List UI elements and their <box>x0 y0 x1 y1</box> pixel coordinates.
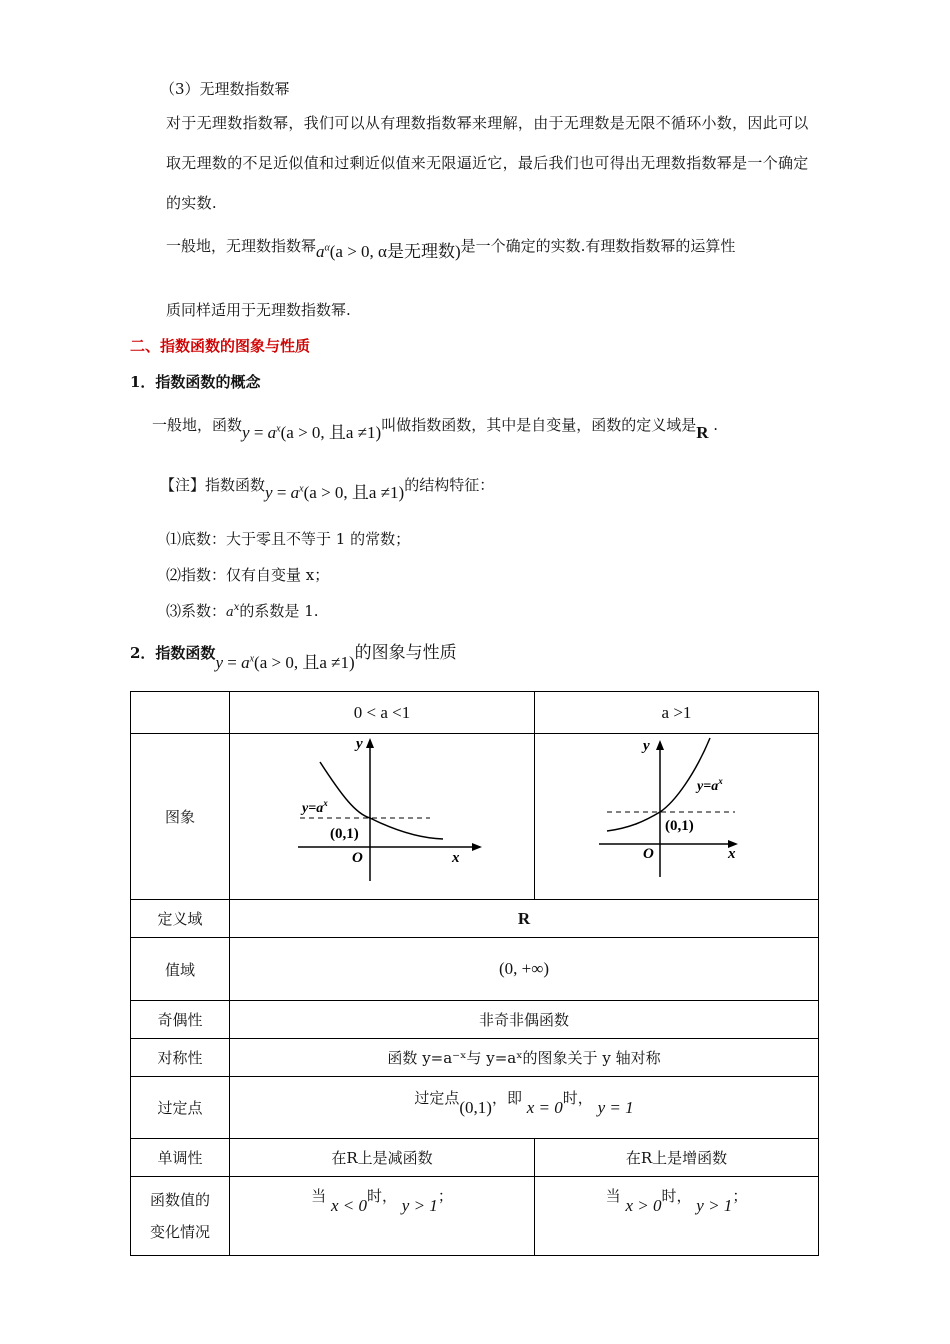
irrational-power: $a^\alpha(a > 0$, α是无理数) <box>316 242 461 261</box>
row-label-change: 函数值的 变化情况 <box>131 1177 230 1256</box>
increasing-graph-svg <box>535 734 818 895</box>
range-value: (0, +∞) <box>230 938 819 1001</box>
x-label: x <box>452 850 460 866</box>
col-header-increasing: a >1 <box>535 692 819 734</box>
section3-para2-cont: 质同样适用于无理数指数幂. <box>166 301 351 319</box>
mono-decreasing: 在R上是减函数 <box>230 1139 535 1177</box>
curve-label: $y=a^x$ <box>302 798 328 816</box>
point-label: (0,1) <box>330 826 359 842</box>
row-label-domain: 定义域 <box>131 900 230 938</box>
definition-line: 一般地，函数$y = a^x(a > 0$, 且a ≠1)叫做指数函数，其中是自变量，函数的定义域是R . <box>152 416 719 442</box>
graph-increasing <box>535 734 819 900</box>
x-arrow-icon <box>472 843 482 851</box>
graph-decreasing <box>230 734 535 900</box>
svg-text:x: x <box>728 846 736 862</box>
row-label-symmetry: 对称性 <box>131 1039 230 1077</box>
origin-label: O <box>352 850 363 866</box>
y-arrow-icon <box>366 738 374 748</box>
mono-increasing: 在R上是增函数 <box>535 1139 819 1177</box>
section3-heading: （3）无理数指数幂 <box>160 80 290 98</box>
row-label-range: 值域 <box>131 938 230 1001</box>
sub1-title: 1．指数函数的概念 <box>130 373 261 391</box>
para2-prefix: 一般地，无理数指数幂 <box>166 237 317 255</box>
row-label-monotonicity: 单调性 <box>131 1139 230 1177</box>
svg-text:y: y <box>643 738 650 754</box>
note-line: 【注】指数函数$y = a^x(a > 0$, 且a ≠1)的结构特征： <box>160 476 495 502</box>
section3-para1: 对于无理数指数幂，我们可以从有理数指数幂来理解，由于无理数是无限不循环小数，因此可以取无理数的不足近似值和过剩近似值来无限逼近它，最后我们也可得出无理数指数幂是一个确定的实数. <box>166 114 809 212</box>
properties-table <box>130 691 819 1256</box>
y-arrow-icon <box>656 740 664 750</box>
fixed-point-value: 过定点(0,1)，即 x = 0时， y = 1 <box>230 1077 819 1139</box>
decreasing-graph-svg <box>230 734 534 895</box>
svg-text:O: O <box>643 846 654 862</box>
row-label-graph: 图象 <box>131 734 230 900</box>
symmetry-value: 函数 y=a⁻ˣ与 y=aˣ的图象关于 y 轴对称 <box>230 1039 819 1077</box>
increasing-curve <box>607 738 710 831</box>
change-decreasing: 当 x < 0时， y > 1； <box>230 1177 535 1256</box>
domain-value: R <box>230 900 819 938</box>
svg-text:y=ax: $y=a^x$ <box>697 776 723 794</box>
parity-value: 非奇非偶函数 <box>230 1001 819 1039</box>
note-item-1: ⑴底数：大于零且不等于 1 的常数； <box>166 530 411 548</box>
def-domain: R <box>696 423 709 442</box>
svg-text:(0,1): (0,1) <box>665 818 694 834</box>
col-header-decreasing: 0 < a <1 <box>230 692 535 734</box>
sub2-title-line: 2．指数函数$y = a^x(a > 0$, 且a ≠1)的图象与性质 <box>130 643 457 672</box>
section3-para2 <box>166 231 736 261</box>
def-math: $y = a^x(a > 0$, 且a ≠1) <box>242 423 382 442</box>
change-increasing: 当 x > 0时， y > 1； <box>535 1177 819 1256</box>
row-label-fixed-point: 过定点 <box>131 1077 230 1139</box>
para2-suffix: 是一个确定的实数.有理数指数幂的运算性 <box>460 237 736 255</box>
y-label: y <box>356 736 363 752</box>
note-item-3: ⑶系数：$a^x$的系数是 1. <box>166 602 319 620</box>
row-label-parity: 奇偶性 <box>131 1001 230 1039</box>
note-item-2: ⑵指数：仅有自变量 x； <box>166 566 330 584</box>
part2-title: 二、指数函数的图象与性质 <box>130 337 311 355</box>
